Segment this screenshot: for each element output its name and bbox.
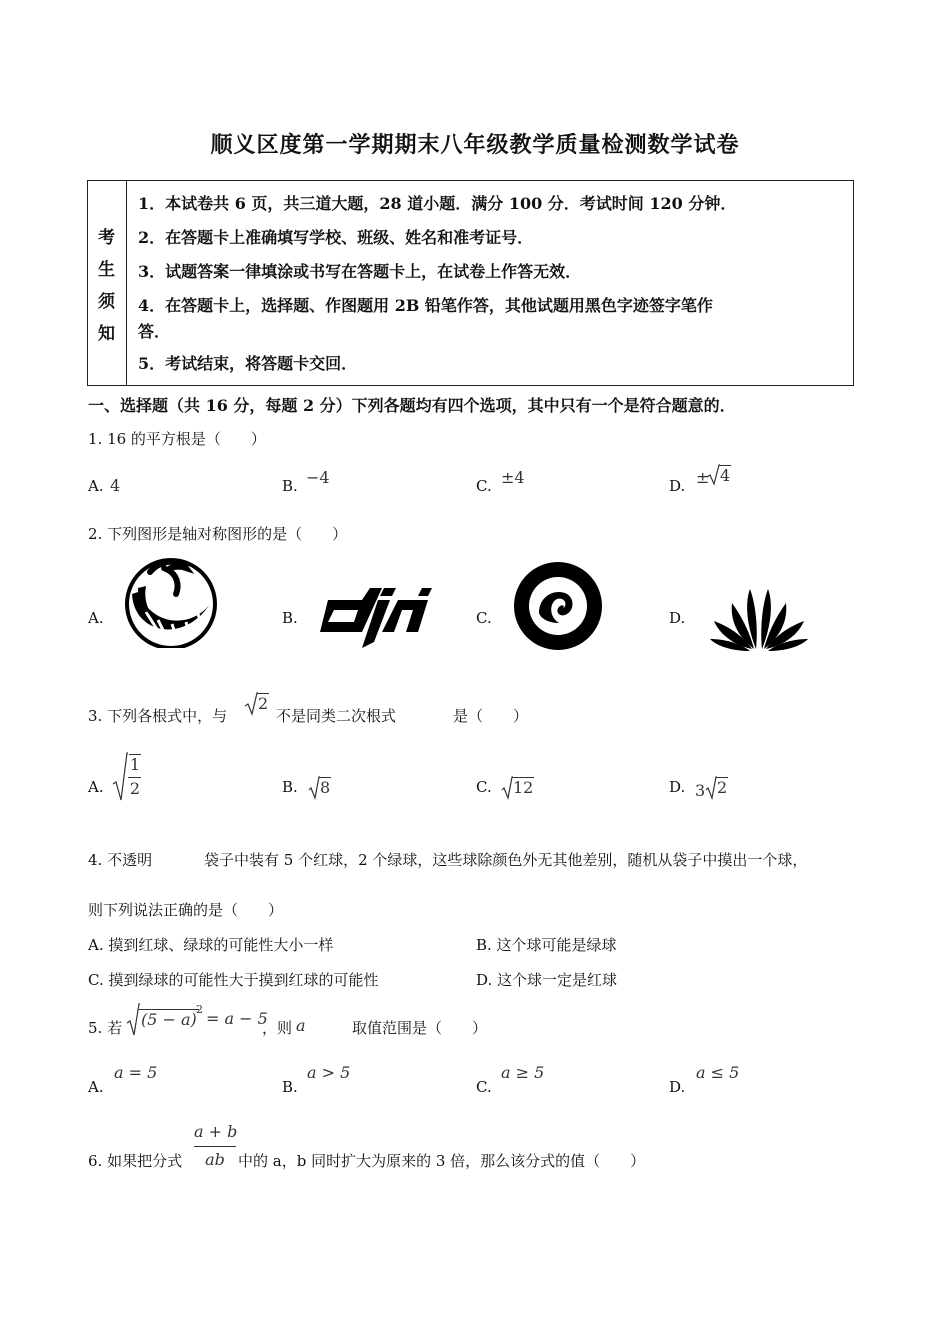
radicand: 2: [717, 778, 728, 797]
q1-option-a-value: 4: [110, 476, 121, 495]
q4-option-a: A. 摸到红球、绿球的可能性大小一样: [88, 936, 334, 954]
q5-option-a-value: a = 5: [114, 1063, 158, 1082]
q3-option-d-label: D.: [669, 778, 686, 796]
question-5-stem-start: 5. 若: [88, 1019, 123, 1037]
radical-sign-icon: [112, 752, 128, 802]
section-heading: 一、选择题（共 16 分，每题 2 分）下列各题均有四个选项，其中只有一个是符合题意的．: [88, 396, 736, 415]
q5-equation: [126, 1003, 266, 1039]
radical-sign-icon: [706, 464, 720, 486]
q5-option-c-label: C.: [476, 1078, 492, 1096]
q1-option-c-label: C.: [476, 477, 492, 495]
question-5-stem-middle: ，则: [262, 1019, 293, 1037]
question-3-stem-start: 3. 下列各根式中，与: [88, 707, 228, 725]
notice-line: 1．本试卷共 6 页，共三道大题，28 道小题．满分 100 分．考试时间 120 分钟．: [138, 194, 737, 213]
fraction-denominator: ab: [205, 1150, 225, 1169]
q5-option-a-label: A.: [88, 1078, 104, 1096]
radical-sign-icon: [244, 692, 258, 716]
q1-option-b-value: −4: [306, 468, 330, 487]
notice-line: 答．: [138, 322, 171, 341]
question-2-stem: 2. 下列图形是轴对称图形的是（ ）: [88, 525, 348, 543]
notice-line: 2．在答题卡上准确填写学校、班级、姓名和准考证号．: [138, 228, 534, 247]
q3-option-a-label: A.: [88, 778, 104, 796]
notice-line: 5．考试结束，将答题卡交回．: [138, 354, 358, 373]
radical-sign-icon: [126, 1003, 140, 1037]
notice-side-char: 生: [98, 260, 115, 280]
question-5-variable: a: [296, 1016, 306, 1035]
question-6-stem-end: 中的 a，b 同时扩大为原来的 3 倍，那么该分式的值（ ）: [238, 1152, 646, 1170]
fraction-denominator: 2: [129, 779, 141, 798]
phoenix-logo-icon: [124, 554, 218, 648]
q5-option-b-value: a > 5: [307, 1063, 351, 1082]
q6-fraction: [194, 1122, 236, 1174]
radicand: 2: [258, 694, 269, 713]
question-3-stem-middle: 不是同类二次根式: [276, 707, 397, 725]
notice-side-label: [88, 181, 127, 385]
q4-option-b: B. 这个球可能是绿球: [476, 936, 617, 954]
huawei-logo-icon: [708, 585, 810, 653]
page-title: 顺义区度第一学期期末八年级教学质量检测数学试卷: [210, 132, 740, 158]
radicand: 4: [720, 466, 731, 485]
q3-option-a-value: [112, 752, 146, 802]
notice-side-char: 知: [98, 324, 115, 344]
question-5-stem-end: 取值范围是（ ）: [352, 1019, 488, 1037]
q5-option-d-label: D.: [669, 1078, 686, 1096]
q3-option-c-label: C.: [476, 778, 492, 796]
fraction-bar: [128, 777, 141, 778]
q5-option-d-value: a ≤ 5: [696, 1063, 740, 1082]
q4-option-c: C. 摸到绿球的可能性大于摸到红球的可能性: [88, 971, 379, 989]
notice-side-char: 须: [98, 292, 115, 312]
dji-logo-icon: [318, 582, 432, 650]
exam-notice-box: [87, 180, 854, 386]
notice-line: 3．试题答案一律填涂或书写在答题卡上，在试卷上作答无效．: [138, 262, 582, 281]
q1-option-d-label: D.: [669, 477, 686, 495]
question-1-stem: 1. 16 的平方根是（ ）: [88, 430, 266, 448]
question-4-stem-line1: 袋子中装有 5 个红球，2 个绿球，这些球除颜色外无其他差别，随机从袋子中摸出一个球，: [204, 851, 808, 869]
q3-option-b-label: B.: [282, 778, 298, 796]
exponent: 2: [196, 1003, 203, 1016]
radicand: 12: [513, 778, 534, 797]
q2-option-a-label: A.: [88, 609, 104, 627]
q5-option-c-value: a ≥ 5: [501, 1063, 545, 1082]
radicand: 8: [320, 778, 331, 797]
fraction-bar: [194, 1146, 236, 1147]
q2-option-d-label: D.: [669, 609, 686, 627]
q2-option-b-label: B.: [282, 609, 298, 627]
coefficient: 3: [695, 781, 706, 800]
fraction-numerator: a + b: [194, 1122, 238, 1141]
plus-minus-sign: ±: [696, 468, 710, 487]
q4-option-d: D. 这个球一定是红球: [476, 971, 618, 989]
question-4-stem-line2: 则下列说法正确的是（ ）: [88, 901, 284, 919]
equation-rhs: = a − 5: [206, 1009, 268, 1028]
notice-line: 4．在答题卡上，选择题、作图题用 2B 铅笔作答，其他试题用黑色字迹签字笔作: [138, 296, 713, 315]
circle-swirl-logo-icon: [513, 561, 603, 651]
notice-side-char: 考: [98, 228, 115, 248]
q1-option-c-value: ±4: [501, 468, 525, 487]
q2-option-c-label: C.: [476, 609, 492, 627]
question-3-stem-end: 是（ ）: [453, 707, 529, 725]
fraction-numerator: 1: [129, 755, 141, 774]
q1-option-a-label: A.: [88, 477, 104, 495]
radicand: (5 − a): [141, 1010, 197, 1029]
q5-option-b-label: B.: [282, 1078, 298, 1096]
question-4-stem-start: 4. 不透明: [88, 851, 153, 869]
question-6-stem-start: 6. 如果把分式: [88, 1152, 183, 1170]
q1-option-b-label: B.: [282, 477, 298, 495]
